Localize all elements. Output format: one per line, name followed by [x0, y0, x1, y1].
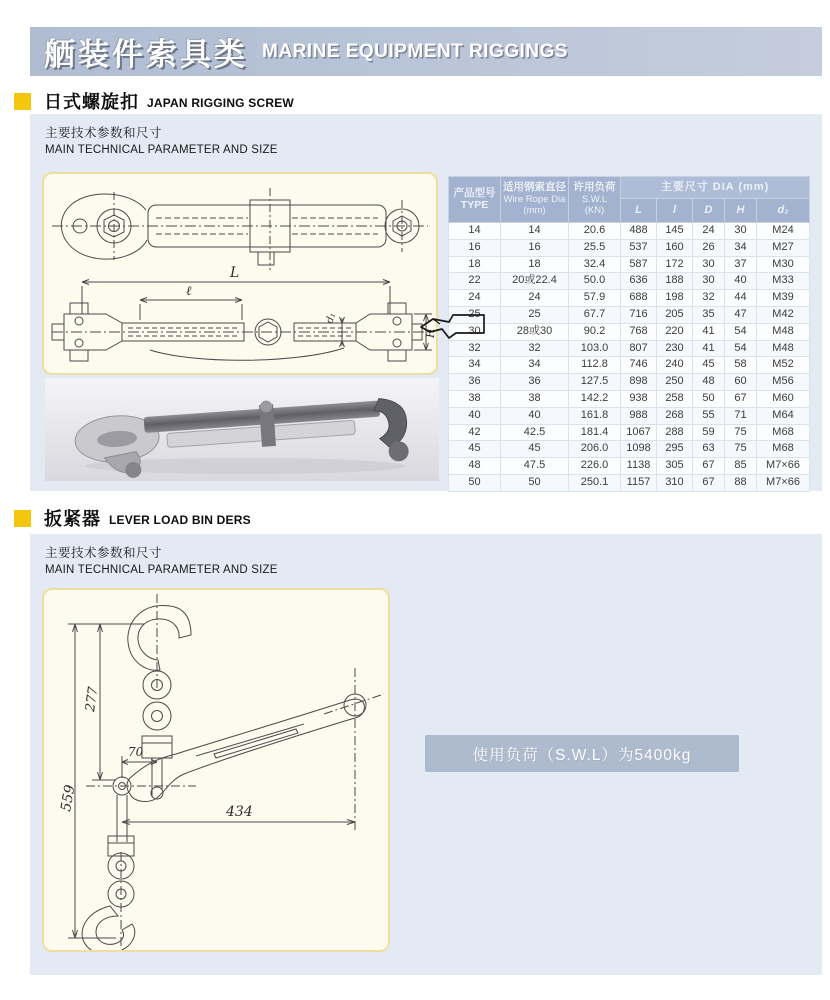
table-row [449, 390, 810, 407]
table-cell: 198 [657, 290, 693, 307]
table-row [449, 290, 810, 307]
table-cell: 85 [725, 458, 757, 475]
table-cell: 32 [449, 340, 501, 357]
table-cell: 161.8 [569, 407, 621, 424]
table-cell: 587 [621, 256, 657, 273]
table-cell: M7×66 [757, 474, 810, 491]
table-cell: 14 [449, 223, 501, 240]
table-cell: 67.7 [569, 306, 621, 323]
dim-label-d1: d₁ [324, 311, 339, 325]
table-cell: 30 [693, 273, 725, 290]
table-cell: 50 [449, 474, 501, 491]
dim-559: 559 [58, 783, 79, 813]
table-cell: 288 [657, 424, 693, 441]
table-cell: 28或30 [501, 323, 569, 340]
table-cell: 746 [621, 357, 657, 374]
table-row [449, 306, 810, 323]
table-cell: 40 [501, 407, 569, 424]
table-cell: 188 [657, 273, 693, 290]
table-cell: 938 [621, 390, 657, 407]
lever-binder-drawing-box [42, 588, 390, 952]
table-cell: 103.0 [569, 340, 621, 357]
table-cell: 48 [449, 458, 501, 475]
table-cell: 1098 [621, 441, 657, 458]
table-cell: 34 [725, 239, 757, 256]
section2-panel [30, 534, 822, 975]
section1-panel [30, 114, 822, 491]
subtitle-en: MAIN TECHNICAL PARAMETER AND SIZE [45, 144, 278, 156]
table-cell: 32.4 [569, 256, 621, 273]
table-cell: 50 [693, 390, 725, 407]
table-cell: M64 [757, 407, 810, 424]
banner-title-zh: 舾装件索具类 [44, 37, 248, 72]
table-cell: 41 [693, 340, 725, 357]
dim-label-l: ℓ [186, 284, 192, 299]
table-cell: 295 [657, 441, 693, 458]
table-row [449, 256, 810, 273]
table-cell: 250 [657, 374, 693, 391]
table-row [449, 340, 810, 357]
table-cell: 127.5 [569, 374, 621, 391]
table-row [449, 357, 810, 374]
parameters-table-wrap [448, 176, 809, 492]
turnbuckle-photo [45, 378, 439, 481]
table-cell: 58 [725, 357, 757, 374]
table-cell: 206.0 [569, 441, 621, 458]
table-cell: 38 [449, 390, 501, 407]
table-cell: M42 [757, 306, 810, 323]
table-cell: 250.1 [569, 474, 621, 491]
table-cell: 67 [693, 458, 725, 475]
table-cell: 240 [657, 357, 693, 374]
table-cell: 112.8 [569, 357, 621, 374]
table-cell: 45 [693, 357, 725, 374]
table-cell: M48 [757, 340, 810, 357]
table-cell: 768 [621, 323, 657, 340]
table-cell: 205 [657, 306, 693, 323]
table-cell: 40 [725, 273, 757, 290]
table-cell: 37 [725, 256, 757, 273]
table-cell: 310 [657, 474, 693, 491]
table-cell: 57.9 [569, 290, 621, 307]
table-cell: 36 [501, 374, 569, 391]
table-cell: 71 [725, 407, 757, 424]
table-cell: 636 [621, 273, 657, 290]
table-cell: M30 [757, 256, 810, 273]
table-cell: 145 [657, 223, 693, 240]
rigging-screw-drawing-box [42, 172, 438, 375]
table-cell: 305 [657, 458, 693, 475]
table-cell: 50.0 [569, 273, 621, 290]
table-cell: 268 [657, 407, 693, 424]
table-cell: 1067 [621, 424, 657, 441]
section1-title-en: JAPAN RIGGING SCREW [147, 95, 294, 110]
dim-label-L: L [230, 265, 240, 281]
table-cell: 988 [621, 407, 657, 424]
table-cell: 24 [449, 290, 501, 307]
table-cell: 20或22.4 [501, 273, 569, 290]
subcol-L: L [621, 199, 657, 223]
table-cell: 716 [621, 306, 657, 323]
table-cell: 47 [725, 306, 757, 323]
subtitle-zh: 主要技术参数和尺寸 [45, 126, 163, 140]
table-cell: 42 [449, 424, 501, 441]
lever-binder-drawing [44, 590, 388, 950]
table-cell: 160 [657, 239, 693, 256]
table-cell: 35 [693, 306, 725, 323]
table-cell: 24 [693, 223, 725, 240]
table-cell: M33 [757, 273, 810, 290]
subtitle-zh: 主要技术参数和尺寸 [45, 546, 163, 560]
table-cell: M60 [757, 390, 810, 407]
subtitle-en: MAIN TECHNICAL PARAMETER AND SIZE [45, 564, 278, 576]
section2-title-zh: 扳紧器 [44, 509, 101, 529]
table-cell: 898 [621, 374, 657, 391]
table-cell: 60 [725, 374, 757, 391]
table-cell: 32 [501, 340, 569, 357]
table-row [449, 323, 810, 340]
dim-277: 277 [83, 685, 102, 713]
table-body [449, 223, 810, 492]
table-cell: 1157 [621, 474, 657, 491]
swl-load-badge: 使用负荷（S.W.L）为5400kg [425, 735, 739, 772]
table-cell: 59 [693, 424, 725, 441]
table-cell: 67 [693, 474, 725, 491]
section1-subtitle [45, 123, 278, 156]
subcol-d2: d₂ [757, 199, 810, 223]
dim-434: 434 [226, 804, 253, 820]
parameters-table [448, 176, 810, 492]
table-cell: 38 [501, 390, 569, 407]
table-cell: 45 [501, 441, 569, 458]
table-cell: M27 [757, 239, 810, 256]
table-cell: 75 [725, 441, 757, 458]
section2-subtitle [45, 543, 278, 576]
table-row [449, 474, 810, 491]
table-cell: 25 [501, 306, 569, 323]
table-cell: 14 [501, 223, 569, 240]
table-cell: 34 [501, 357, 569, 374]
section2-title-en: LEVER LOAD BIN DERS [109, 512, 251, 527]
table-cell: 226.0 [569, 458, 621, 475]
subcol-H: H [725, 199, 757, 223]
table-cell: M24 [757, 223, 810, 240]
table-cell: M56 [757, 374, 810, 391]
table-cell: 16 [501, 239, 569, 256]
table-cell: M48 [757, 323, 810, 340]
table-cell: 172 [657, 256, 693, 273]
table-cell: M68 [757, 441, 810, 458]
table-cell: 54 [725, 340, 757, 357]
table-cell: M39 [757, 290, 810, 307]
table-cell: 41 [693, 323, 725, 340]
table-cell: 807 [621, 340, 657, 357]
subcol-l: l [657, 199, 693, 223]
table-cell: 537 [621, 239, 657, 256]
table-row [449, 273, 810, 290]
banner-title-en: MARINE EQUIPMENT RIGGINGS [262, 40, 568, 62]
table-cell: 90.2 [569, 323, 621, 340]
table-cell: 16 [449, 239, 501, 256]
table-cell: 40 [449, 407, 501, 424]
table-cell: 75 [725, 424, 757, 441]
col-header-wire-rope-dia: 适用钢索直径 Wire Rope Dia (mm) [501, 177, 569, 223]
table-cell: 220 [657, 323, 693, 340]
table-row [449, 239, 810, 256]
table-cell: 88 [725, 474, 757, 491]
table-cell: 54 [725, 323, 757, 340]
table-cell: 488 [621, 223, 657, 240]
col-header-main-size-group: 主要尺寸 DIA (mm) [621, 177, 810, 199]
table-cell: 36 [449, 374, 501, 391]
table-cell: 18 [501, 256, 569, 273]
table-row [449, 223, 810, 240]
col-header-swl: 许用负荷 S.W.L (KN) [569, 177, 621, 223]
section2-header [14, 505, 251, 531]
table-cell: 30 [725, 223, 757, 240]
table-cell: 26 [693, 239, 725, 256]
table-cell: 258 [657, 390, 693, 407]
table-cell: 1138 [621, 458, 657, 475]
table-cell: 18 [449, 256, 501, 273]
table-cell: 142.2 [569, 390, 621, 407]
table-cell: 20.6 [569, 223, 621, 240]
rigging-screw-drawing [44, 174, 436, 373]
table-row [449, 458, 810, 475]
table-cell: 55 [693, 407, 725, 424]
yellow-bullet-icon [14, 510, 31, 527]
table-cell: 181.4 [569, 424, 621, 441]
table-cell: M52 [757, 357, 810, 374]
dim-70: 70 [128, 745, 144, 759]
table-cell: 22 [449, 273, 501, 290]
subcol-D: D [693, 199, 725, 223]
table-cell: 44 [725, 290, 757, 307]
section1-header [14, 88, 294, 114]
page-banner [30, 27, 822, 76]
table-row [449, 407, 810, 424]
table-cell: 30 [449, 323, 501, 340]
table-cell: M68 [757, 424, 810, 441]
table-cell: 45 [449, 441, 501, 458]
yellow-bullet-icon [14, 93, 31, 110]
table-cell: 230 [657, 340, 693, 357]
dim-label-H: H [424, 328, 436, 338]
table-cell: 34 [449, 357, 501, 374]
table-cell: 32 [693, 290, 725, 307]
table-row [449, 441, 810, 458]
table-cell: 688 [621, 290, 657, 307]
table-cell: 25.5 [569, 239, 621, 256]
table-cell: 24 [501, 290, 569, 307]
section1-title-zh: 日式螺旋扣 [44, 92, 139, 112]
col-header-type: 产品型号 TYPE [449, 177, 501, 223]
table-cell: 50 [501, 474, 569, 491]
table-cell: 25 [449, 306, 501, 323]
table-cell: 47.5 [501, 458, 569, 475]
table-cell: 63 [693, 441, 725, 458]
table-cell: 48 [693, 374, 725, 391]
table-cell: 67 [725, 390, 757, 407]
table-cell: 42.5 [501, 424, 569, 441]
table-cell: M7×66 [757, 458, 810, 475]
table-row [449, 374, 810, 391]
table-row [449, 424, 810, 441]
table-cell: 30 [693, 256, 725, 273]
